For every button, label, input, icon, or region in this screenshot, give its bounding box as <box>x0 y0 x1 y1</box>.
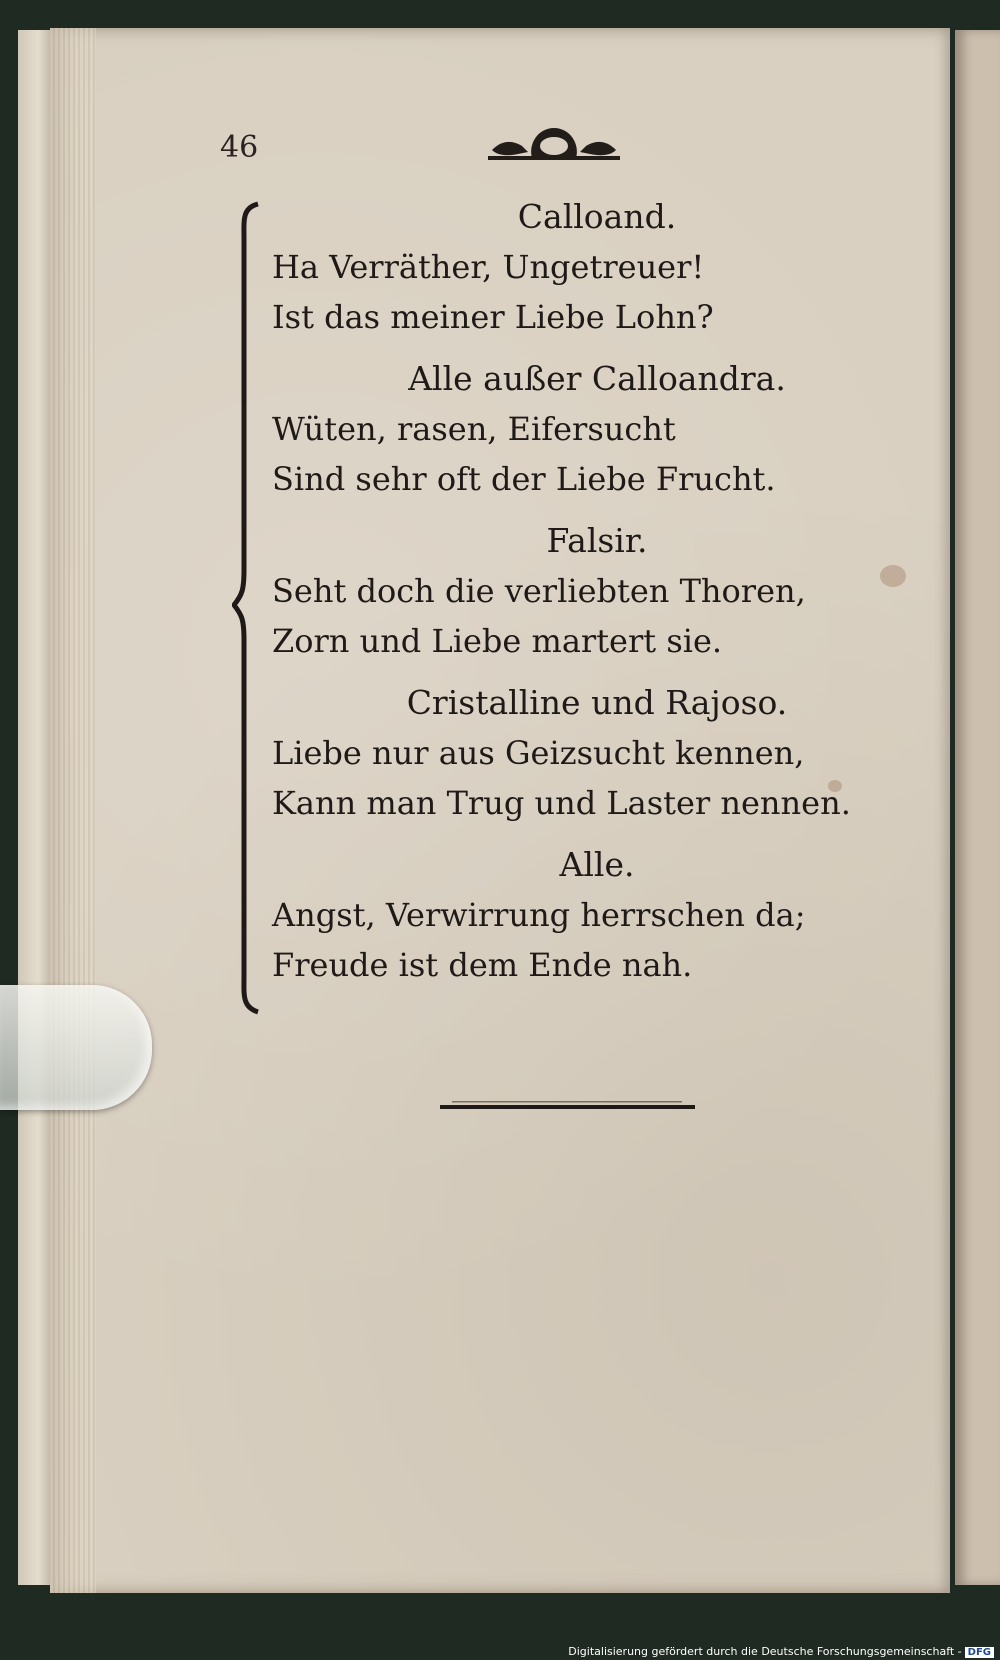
floral-ornament-icon <box>488 122 620 166</box>
digitization-credit <box>568 1645 994 1658</box>
speaker-heading: Cristalline und Rajoso. <box>406 683 788 722</box>
verse-line: Wüten, rasen, Eifersucht <box>272 410 676 448</box>
dfg-logo: DFG <box>965 1647 994 1658</box>
speaker-heading: Calloand. <box>517 197 677 236</box>
verse-line: Kann man Trug und Laster nennen. <box>272 784 851 822</box>
horizontal-rule-icon <box>440 1100 695 1112</box>
speaker-heading: Falsir. <box>546 521 648 560</box>
book-spine-edge <box>18 30 52 1585</box>
facing-page-edge <box>955 30 1000 1585</box>
speaker-heading: Alle. <box>559 845 635 884</box>
curly-brace-icon <box>232 200 262 1015</box>
page-stack-edges <box>50 28 96 1593</box>
verse-line: Liebe nur aus Geizsucht kennen, <box>272 734 805 772</box>
verse-line: Zorn und Liebe martert sie. <box>272 622 723 660</box>
verse-line: Angst, Verwirrung herrschen da; <box>272 896 806 934</box>
verse-line: Freude ist dem Ende nah. <box>272 946 693 984</box>
foxing-spot <box>880 565 906 587</box>
plastic-page-clip <box>0 985 152 1110</box>
credit-text: Digitalisierung gefördert durch die Deutsche Forschungsgemeinschaft - <box>568 1645 962 1658</box>
speaker-heading: Alle außer Calloandra. <box>408 359 786 398</box>
verse-block <box>272 192 862 990</box>
verse-line: Ist das meiner Liebe Lohn? <box>272 298 714 336</box>
verse-line: Ha Verräther, Ungetreuer! <box>272 248 705 286</box>
page-number: 46 <box>220 130 259 165</box>
verse-line: Sind sehr oft der Liebe Frucht. <box>272 460 776 498</box>
verse-line: Seht doch die verliebten Thoren, <box>272 572 806 610</box>
